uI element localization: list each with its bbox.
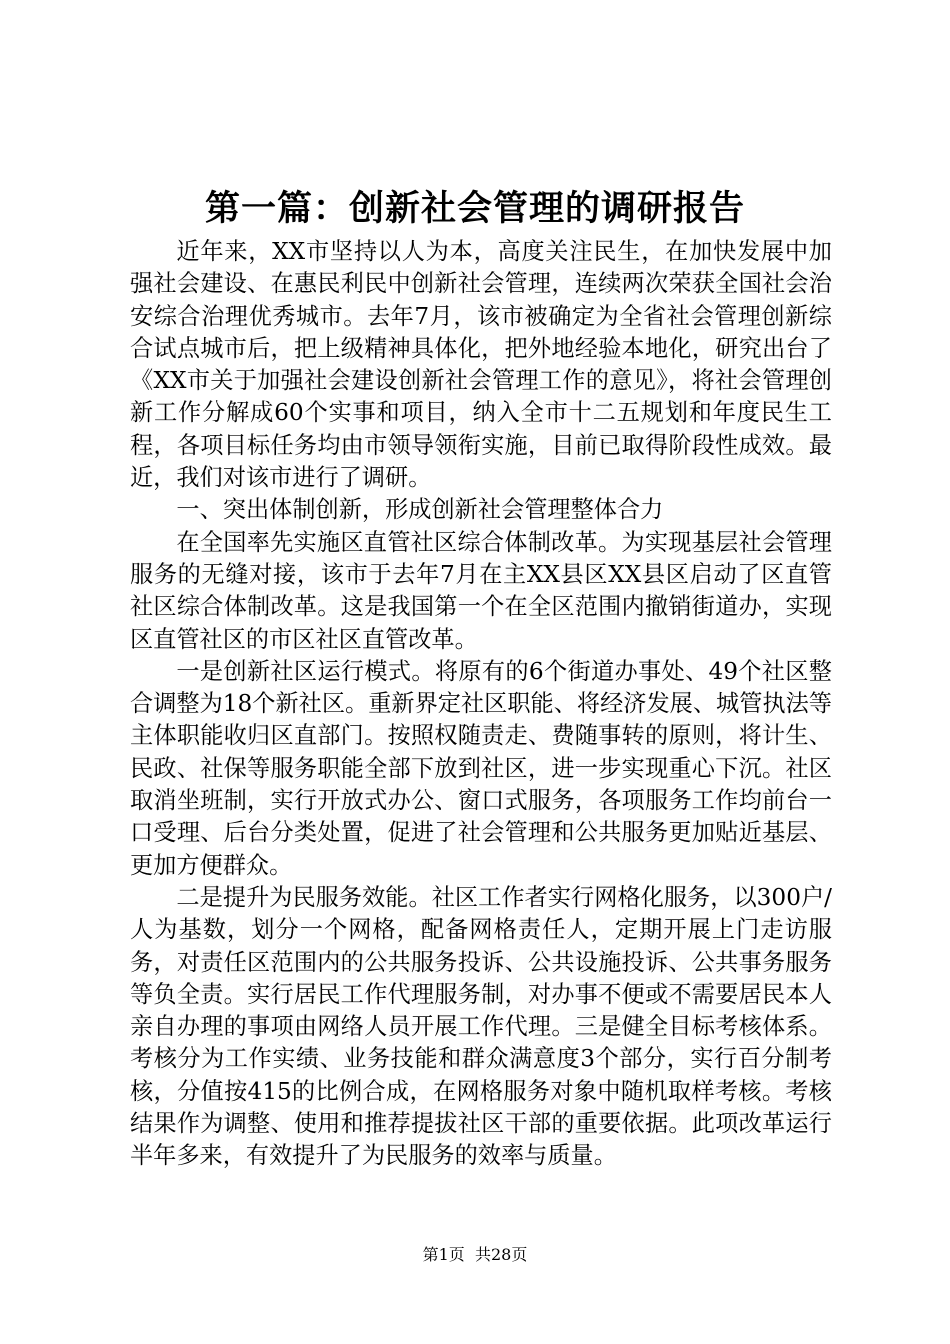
section-heading-1: 一、突出体制创新，形成创新社会管理整体合力	[176, 496, 664, 524]
document-title: 第一篇：创新社会管理的调研报告	[204, 188, 745, 229]
paragraph-reform: 在全国率先实施区直管社区综合体制改革。为实现基层社会管理服务的无缝对接，该市于去年7月在主XX县区XX县区启动了区直管社区综合体制改革。这是我国第一个在全区范围内撤销街道办，实现区直管社区的市区社区直管改革。	[130, 528, 832, 653]
paragraph-operation-mode: 一是创新社区运行模式。将原有的6个街道办事处、49个社区整合调整为18个新社区。重新界定社区职能、将经济发展、城管执法等主体职能收归区直部门。按照权随责走、费随事转的原则，将计生、民政、社保等服务职能全部下放到社区，进一步实现重心下沉。社区取消坐班制，实行开放式办公、窗口式服务，各项服务工作均前台一口受理、后台分类处置，促进了社会管理和公共服务更加贴近基层、更加方便群众。	[130, 657, 832, 879]
page-total: 共28页	[474, 1245, 528, 1264]
footer-gap	[465, 1245, 475, 1264]
document-body	[130, 236, 832, 1173]
page-footer	[0, 1245, 950, 1265]
page-number: 第1页	[422, 1245, 465, 1264]
paragraph-intro: 近年来，XX市坚持以人为本，高度关注民生，在加快发展中加强社会建设、在惠民利民中创新社会管理，连续两次荣获全国社会治安综合治理优秀城市。去年7月，该市被确定为全省社会管理创新综合试点城市后，把上级精神具体化，把外地经验本地化，研究出台了《XX市关于加强社会建设创新社会管理工作的意见》，将社会管理创新工作分解成60个实事和项目，纳入全市十二五规划和年度民生工程，各项目标任务均由市领导领衔实施，目前已取得阶段性成效。最近，我们对该市进行了调研。	[130, 238, 832, 492]
paragraph-service-efficiency: 二是提升为民服务效能。社区工作者实行网格化服务，以300户/人为基数，划分一个网格，配备网格责任人，定期开展上门走访服务，对责任区范围内的公共服务投诉、公共设施投诉、公共事务服务等负全责。实行居民工作代理服务制，对办事不便或不需要居民本人亲自办理的事项由网络人员开展工作代理。三是健全目标考核体系。考核分为工作实绩、业务技能和群众满意度3个部分，实行百分制考核，分值按415的比例合成，在网格服务对象中随机取样考核。考核结果作为调整、使用和推荐提拔社区干部的重要依据。此项改革运行半年多来，有效提升了为民服务的效率与质量。	[130, 883, 832, 1170]
